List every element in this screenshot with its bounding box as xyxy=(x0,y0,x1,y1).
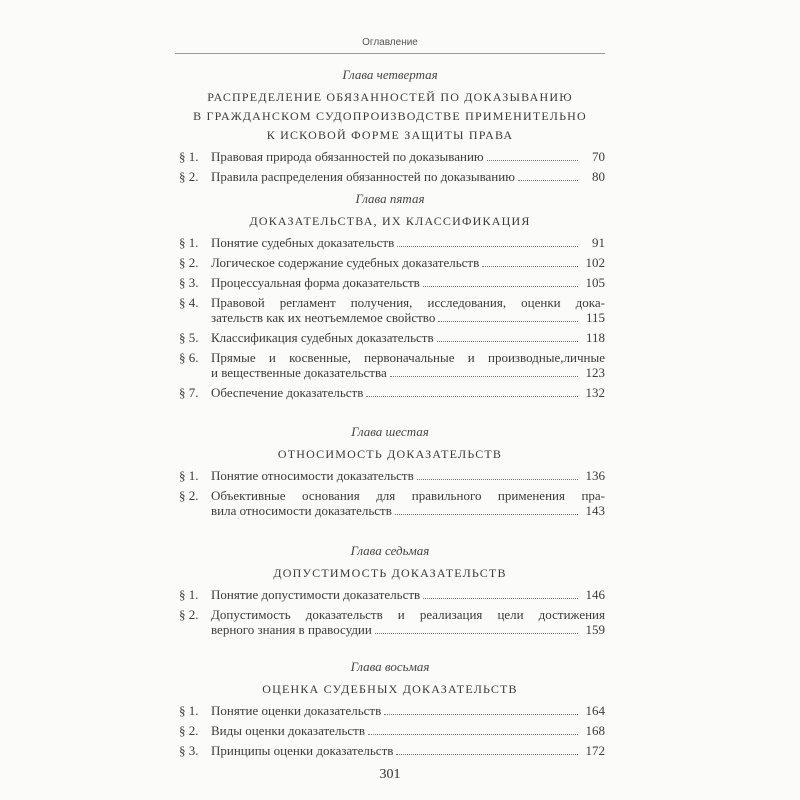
running-head: Оглавление xyxy=(362,37,418,48)
header-rule xyxy=(175,53,605,54)
entry-line xyxy=(211,365,605,380)
entry-title: Виды оценки доказательств xyxy=(211,723,365,738)
entry-title: Логическое содержание судебных доказательств xyxy=(211,255,480,270)
chapter xyxy=(175,658,605,763)
entry-title: Правовой регламент получения, исследования, оценки дока- xyxy=(211,295,605,310)
entry-line xyxy=(211,149,605,164)
entry-line xyxy=(211,468,605,483)
entries-list xyxy=(175,468,605,518)
entry-page: 91 xyxy=(592,235,605,250)
entry-page: 118 xyxy=(585,330,605,345)
dot-leader xyxy=(417,479,578,480)
chapter xyxy=(175,190,605,405)
toc-entry[interactable] xyxy=(175,235,605,250)
section-number: § 2. xyxy=(179,255,199,270)
section-number: § 3. xyxy=(179,275,199,290)
entry-body xyxy=(211,385,605,400)
entry-line xyxy=(211,743,605,758)
chapter xyxy=(175,542,605,642)
toc-entry[interactable] xyxy=(175,468,605,483)
dot-leader xyxy=(396,754,578,755)
entry-page: 143 xyxy=(585,503,605,518)
entry-page: 136 xyxy=(585,468,605,483)
entry-body xyxy=(211,235,605,250)
entry-body xyxy=(211,703,605,718)
dot-leader xyxy=(397,246,578,247)
chapter-title-line: К ИСКОВОЙ ФОРМЕ ЗАЩИТЫ ПРАВА xyxy=(266,128,514,142)
entry-title: Понятие оценки доказательств xyxy=(211,703,382,718)
entry-title: зательств как их неотъемлемое свойство xyxy=(211,310,436,325)
section-number: § 2. xyxy=(179,607,199,622)
chapter xyxy=(175,423,605,523)
chapter-label: Глава шестая xyxy=(351,424,429,439)
entry-line xyxy=(211,275,605,290)
entry-page: 115 xyxy=(585,310,605,325)
toc-entry[interactable] xyxy=(175,275,605,290)
chapter-label: Глава пятая xyxy=(355,191,425,206)
entry-body xyxy=(211,488,605,518)
section-number: § 3. xyxy=(179,743,199,758)
entries-list xyxy=(175,149,605,184)
entry-page: 70 xyxy=(592,149,605,164)
chapter xyxy=(175,66,605,189)
chapter-title-line: ДОПУСТИМОСТЬ ДОКАЗАТЕЛЬСТВ xyxy=(273,566,507,580)
dot-leader xyxy=(437,341,578,342)
chapter-title xyxy=(175,680,605,699)
entry-line xyxy=(211,310,605,325)
page-number: 301 xyxy=(379,767,401,782)
entry-page: 172 xyxy=(585,743,605,758)
chapter-title xyxy=(175,88,605,145)
chapter-title xyxy=(175,445,605,464)
toc-entry[interactable] xyxy=(175,169,605,184)
entry-body xyxy=(211,255,605,270)
chapter-label: Глава восьмая xyxy=(350,659,430,674)
section-number: § 7. xyxy=(179,385,199,400)
chapter-title xyxy=(175,564,605,583)
dot-leader xyxy=(438,321,578,322)
section-number: § 2. xyxy=(179,169,199,184)
section-number: § 4. xyxy=(179,295,199,310)
entry-title: верного знания в правосудии xyxy=(211,622,372,637)
entry-line xyxy=(211,587,605,602)
section-number: § 1. xyxy=(179,468,199,483)
entry-body xyxy=(211,350,605,380)
entry-page: 146 xyxy=(585,587,605,602)
entry-title: Объективные основания для правильного применения пра- xyxy=(211,488,605,503)
entry-line xyxy=(211,255,605,270)
dot-leader xyxy=(366,396,578,397)
entry-body xyxy=(211,468,605,483)
entry-line xyxy=(211,703,605,718)
toc-entry[interactable] xyxy=(175,149,605,164)
entry-page: 80 xyxy=(592,169,605,184)
dot-leader xyxy=(390,376,578,377)
entry-title: Классификация судебных доказательств xyxy=(211,330,434,345)
entry-title: Процессуальная форма доказательств xyxy=(211,275,420,290)
dot-leader xyxy=(395,514,578,515)
toc-entry[interactable] xyxy=(175,607,605,637)
toc-entry[interactable] xyxy=(175,255,605,270)
chapter-title-line: ОЦЕНКА СУДЕБНЫХ ДОКАЗАТЕЛЬСТВ xyxy=(262,682,518,696)
chapter-title-line: ОТНОСИМОСТЬ ДОКАЗАТЕЛЬСТВ xyxy=(277,447,503,461)
chapter-title-line: ДОКАЗАТЕЛЬСТВА, ИХ КЛАССИФИКАЦИЯ xyxy=(249,214,531,228)
section-number: § 2. xyxy=(179,488,199,503)
entry-line xyxy=(211,503,605,518)
entry-body xyxy=(211,149,605,164)
chapter-title xyxy=(175,212,605,231)
entry-line xyxy=(211,385,605,400)
dot-leader xyxy=(518,180,578,181)
entry-body xyxy=(211,723,605,738)
entries-list xyxy=(175,235,605,400)
entry-line xyxy=(211,235,605,250)
toc-entry[interactable] xyxy=(175,385,605,400)
dot-leader xyxy=(423,286,578,287)
entry-page: 132 xyxy=(585,385,605,400)
dot-leader xyxy=(482,266,578,267)
toc-entry[interactable] xyxy=(175,743,605,758)
entry-title: Обеспечение доказательств xyxy=(211,385,364,400)
dot-leader xyxy=(375,633,578,634)
entry-title: Понятие допустимости доказательств xyxy=(211,587,421,602)
entry-title: Понятие относимости доказательств xyxy=(211,468,414,483)
toc-entry[interactable] xyxy=(175,703,605,718)
entry-title: Правовая природа обязанностей по доказыванию xyxy=(211,149,484,164)
section-number: § 2. xyxy=(179,723,199,738)
entry-title: Понятие судебных доказательств xyxy=(211,235,395,250)
entry-line xyxy=(211,295,605,310)
toc-entry[interactable] xyxy=(175,488,605,518)
toc-entry[interactable] xyxy=(175,723,605,738)
entry-body xyxy=(211,275,605,290)
entry-line xyxy=(211,488,605,503)
entry-body xyxy=(211,330,605,345)
entry-body xyxy=(211,587,605,602)
dot-leader xyxy=(423,598,578,599)
toc-entry[interactable] xyxy=(175,295,605,325)
chapter-title-line: В ГРАЖДАНСКОМ СУДОПРОИЗВОДСТВЕ ПРИМЕНИТЕЛЬНО xyxy=(193,109,587,123)
entry-line xyxy=(211,723,605,738)
section-number: § 6. xyxy=(179,350,199,365)
section-number: § 1. xyxy=(179,235,199,250)
toc-entry[interactable] xyxy=(175,350,605,380)
entries-list xyxy=(175,587,605,637)
entry-line xyxy=(211,622,605,637)
entry-title: Принципы оценки доказательств xyxy=(211,743,394,758)
section-number: § 1. xyxy=(179,149,199,164)
entry-body xyxy=(211,169,605,184)
entry-page: 164 xyxy=(585,703,605,718)
section-number: § 1. xyxy=(179,703,199,718)
toc-entry[interactable] xyxy=(175,587,605,602)
entry-page: 168 xyxy=(585,723,605,738)
entries-list xyxy=(175,703,605,758)
entry-body xyxy=(211,743,605,758)
chapter-title-line: РАСПРЕДЕЛЕНИЕ ОБЯЗАННОСТЕЙ ПО ДОКАЗЫВАНИЮ xyxy=(207,90,573,104)
entry-line xyxy=(211,607,605,622)
entry-line xyxy=(211,350,605,365)
entry-page: 105 xyxy=(585,275,605,290)
entry-title: вила относимости доказательств xyxy=(211,503,392,518)
entry-title: Прямые и косвенные, первоначальные и производные,личные xyxy=(211,350,605,365)
toc-entry[interactable] xyxy=(175,330,605,345)
entry-page: 159 xyxy=(585,622,605,637)
entry-page: 102 xyxy=(585,255,605,270)
entry-body xyxy=(211,607,605,637)
entry-body xyxy=(211,295,605,325)
entry-page: 123 xyxy=(585,365,605,380)
dot-leader xyxy=(384,714,578,715)
entry-title: Допустимость доказательств и реализация цели достижения xyxy=(211,607,605,622)
entry-title: Правила распределения обязанностей по доказыванию xyxy=(211,169,515,184)
entry-line xyxy=(211,169,605,184)
dot-leader xyxy=(487,160,578,161)
chapter-label: Глава четвертая xyxy=(342,67,438,82)
dot-leader xyxy=(368,734,578,735)
chapter-label: Глава седьмая xyxy=(350,543,430,558)
section-number: § 1. xyxy=(179,587,199,602)
entry-line xyxy=(211,330,605,345)
entry-title: и вещественные доказательства xyxy=(211,365,387,380)
section-number: § 5. xyxy=(179,330,199,345)
